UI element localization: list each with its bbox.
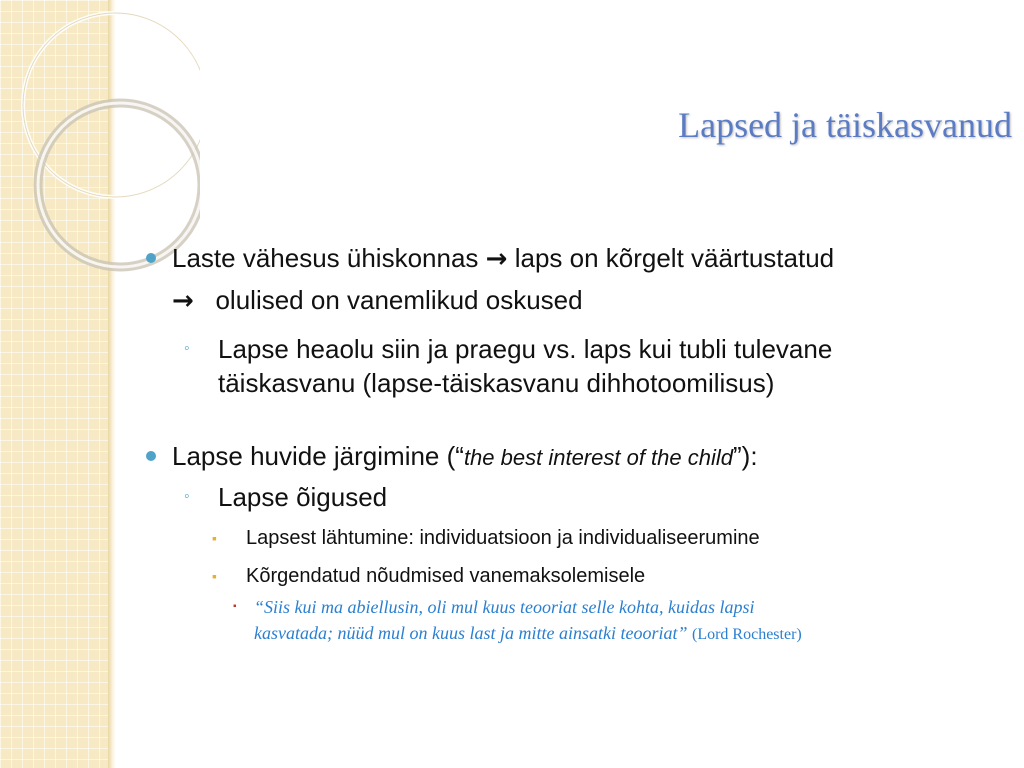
bullet-text: ”): <box>733 441 758 471</box>
ring-bullet-icon: ◦ <box>184 488 190 505</box>
quote-attribution: (Lord Rochester) <box>691 626 802 643</box>
bullet-text: Lapse huvide järgimine (“ <box>172 441 464 471</box>
bullet-text: Laste vähesus ühiskonnas <box>172 243 479 273</box>
right-arrow-icon: → <box>172 286 194 316</box>
bullet-dot-icon <box>146 451 156 461</box>
subsub-bullet-text: Kõrgendatud nõudmised vanemaksolemisele <box>246 565 646 587</box>
square-bullet-icon: ▪ <box>212 530 217 546</box>
small-bullet-icon: ▪ <box>233 601 237 612</box>
subsub-bullet-parenting-demands <box>140 562 990 590</box>
ring-bullet-icon: ◦ <box>184 340 190 357</box>
bullet-text-english: the best interest of the child <box>463 445 733 470</box>
bullet-item-best-interest <box>140 436 990 478</box>
sub-bullet-text: Lapse heaolu siin ja praegu vs. laps kui tubli tulevane <box>218 334 833 364</box>
subsub-bullet-individuation <box>140 524 990 552</box>
bullet-item-children-scarcity <box>140 238 990 322</box>
square-bullet-icon: ▪ <box>212 568 217 584</box>
slide-content <box>140 238 990 648</box>
sub-bullet-text: täiskasvanu (lapse-täiskasvanu dihhotoomilisus) <box>218 368 775 398</box>
quote-bullet <box>140 594 990 648</box>
bullet-dot-icon <box>146 253 156 263</box>
subsub-bullet-text: Lapsest lähtumine: individuatsioon ja individualiseerumine <box>246 527 760 549</box>
sub-bullet-child-rights <box>140 480 990 514</box>
sub-bullet-text: Lapse õigused <box>218 482 388 512</box>
bullet-text: laps on kõrgelt väärtustatud <box>514 243 835 273</box>
bullet-text: olulised on vanemlikud oskused <box>215 285 583 315</box>
slide-title: Lapsed ja täiskasvanud <box>678 105 1012 145</box>
sub-bullet-wellbeing <box>140 332 990 400</box>
quote-text: “Siis kui ma abiellusin, oli mul kuus teooriat selle kohta, kuidas lapsi <box>254 597 755 617</box>
right-arrow-icon: → <box>485 244 508 274</box>
quote-text: kasvatada; nüüd mul on kuus last ja mitte ainsatki teooriat” <box>254 623 688 643</box>
